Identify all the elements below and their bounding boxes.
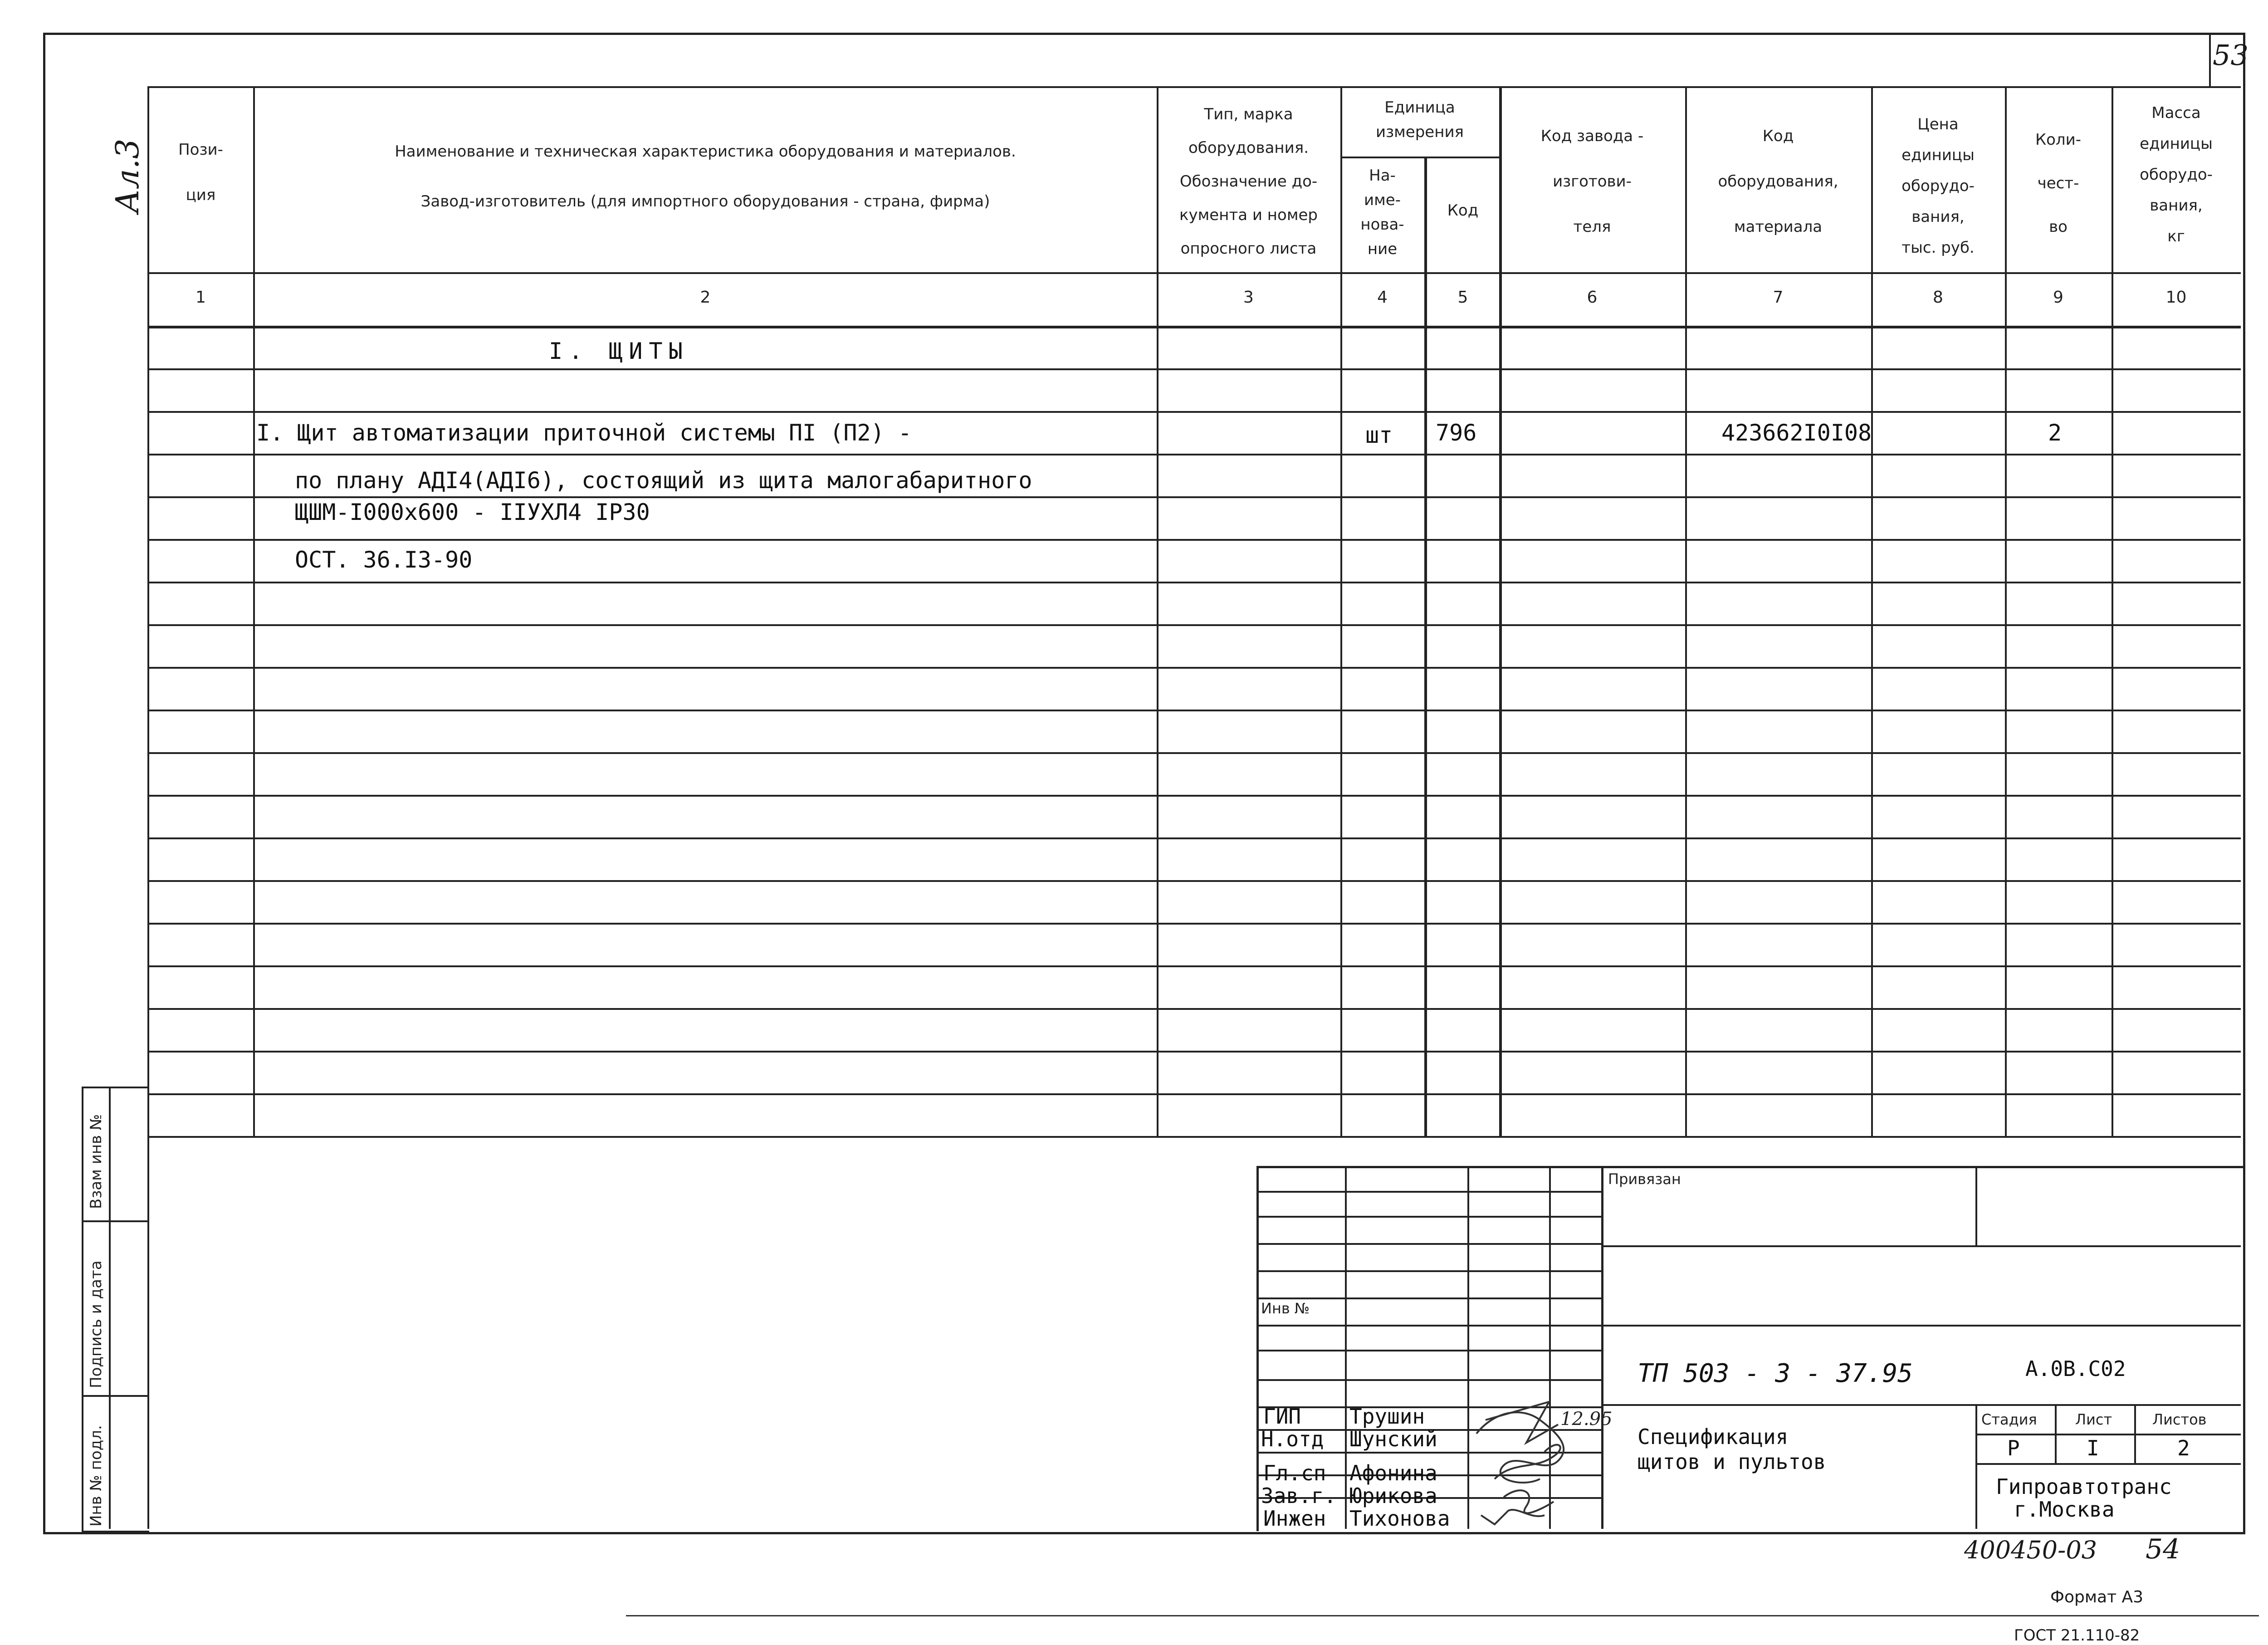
header-unit-name: На- име- нова- ние [1360, 166, 1404, 258]
tb-line-below-code [1601, 1404, 2241, 1406]
side-stamp-line-1 [82, 1220, 147, 1222]
col-line-1 [253, 86, 255, 1136]
gost-label: ГОСТ 21.110-82 [2014, 1626, 2140, 1645]
colnum-8: 8 [1933, 288, 1943, 307]
colnum-2: 2 [700, 288, 711, 307]
colnum-5: 5 [1457, 288, 1468, 307]
tb-grid-row-line [1256, 1243, 1601, 1245]
table-row-line [147, 795, 2241, 797]
col-line-2 [1157, 86, 1158, 1136]
tb-org-line1: Гипроавтотранс [1996, 1474, 2172, 1499]
header-equip-code: Код оборудования, материала [1718, 127, 1838, 236]
item-unit-name: шт [1365, 422, 1393, 448]
side-label-podpis: Подпись и дата [87, 1260, 105, 1388]
colnum-7: 7 [1773, 288, 1784, 307]
table-row-line [147, 454, 2241, 455]
item-quantity: 2 [2048, 420, 2062, 446]
side-label-vzam: Взам инв № [87, 1114, 105, 1209]
tb-sheet-label: Лист [2075, 1411, 2112, 1428]
item-unit-code: 796 [1436, 420, 1477, 446]
col-line-8 [2005, 86, 2007, 1136]
tb-stage-col-2 [2134, 1404, 2136, 1463]
item-line-3: ЩШМ-I000х600 - IIУХЛ4 IР30 [295, 499, 650, 525]
signer-name-4: Юрикова [1349, 1483, 1437, 1508]
table-row-line [147, 752, 2241, 754]
signer-name-2: Шунский [1349, 1427, 1437, 1451]
tb-stage-value: Р [2007, 1436, 2020, 1460]
table-row-line [147, 1093, 2241, 1095]
table-row-line [147, 411, 2241, 413]
tb-grid-row-line [1256, 1191, 1601, 1193]
tb-org-line2: г.Москва [2014, 1497, 2115, 1522]
header-name-line2: Завод-изготовитель (для импортного оборудования - страна, фирма) [420, 192, 990, 211]
table-row-line [147, 880, 2241, 882]
tb-sheets-value: 2 [2177, 1436, 2190, 1460]
header-quantity: Коли- чест- во [2035, 131, 2082, 236]
format-label: Формат А3 [2050, 1588, 2144, 1606]
signer-role-2: Н.отд [1261, 1427, 1324, 1451]
table-row-line [147, 368, 2241, 370]
header-unit-code: Код [1447, 201, 1479, 220]
page-number-top: 53 [2213, 39, 2248, 72]
header-unit-group: Единица измерения [1375, 98, 1464, 141]
tb-line-privyazan [1601, 1245, 2241, 1247]
colnum-4: 4 [1377, 288, 1388, 307]
colnum-3: 3 [1243, 288, 1254, 307]
tb-grid-row-line [1256, 1297, 1601, 1299]
tb-privyazan-label: Привязан [1608, 1170, 1681, 1188]
col-line-6 [1685, 86, 1687, 1136]
table-row-line [147, 496, 2241, 498]
signer-role-4: Зав.г. [1261, 1483, 1337, 1508]
table-row-line [147, 965, 2241, 967]
colnum-9: 9 [2053, 288, 2063, 307]
col-line-3 [1340, 86, 1342, 1136]
col-line-4 [1424, 157, 1427, 1136]
header-type: Тип, марка оборудования. Обозначение до- кумента и номер опросного листа [1179, 105, 1318, 258]
signer-role-3: Гл.сп [1263, 1461, 1326, 1485]
tb-inv-no-label: Инв № [1261, 1300, 1310, 1317]
table-row-line [147, 667, 2241, 669]
signer-name-5: Тихонова [1349, 1506, 1450, 1531]
tb-stage-label: Стадия [1981, 1411, 2037, 1428]
table-row-line [147, 837, 2241, 839]
side-stamp-divider [109, 1087, 111, 1529]
tb-sheet-value: I [2087, 1436, 2099, 1460]
side-note: Ал.3 [109, 138, 146, 213]
table-row-line [147, 1008, 2241, 1010]
colnum-10: 10 [2165, 288, 2187, 307]
side-label-inv-podl: Инв № подл. [87, 1425, 105, 1527]
table-row-line [147, 539, 2241, 541]
table-row-line [147, 710, 2241, 711]
colnum-bottom-line [147, 326, 2241, 328]
signer-role-5: Инжен [1263, 1506, 1326, 1531]
tb-stage-line-2 [1975, 1463, 2241, 1465]
item-equip-code: 423662I0I08 [1721, 420, 1872, 446]
tb-title-line2: щитов и пультов [1637, 1449, 1826, 1474]
header-mass: Масса единицы оборудо- вания, кг [2140, 104, 2213, 245]
tb-line-above-code [1601, 1325, 2241, 1327]
tb-sheets-label: Листов [2152, 1411, 2207, 1428]
side-stamp-line-2 [82, 1395, 147, 1397]
header-price: Цена единицы оборудо- вания, тыс. руб. [1901, 115, 1975, 257]
tb-stage-split [1975, 1404, 1977, 1529]
col-line-9 [2112, 86, 2113, 1136]
col-line-7 [1871, 86, 1873, 1136]
tb-grid-row-line [1256, 1325, 1601, 1327]
item-line-2: по плану АДI4(АДI6), состоящий из щита малогабаритного [295, 467, 1032, 494]
tb-stage-col-1 [2055, 1404, 2057, 1463]
colnum-6: 6 [1587, 288, 1598, 307]
table-row-line [147, 1136, 2241, 1138]
tb-grid-row-line [1256, 1379, 1601, 1381]
table-row-line [147, 1051, 2241, 1053]
header-bottom-line [147, 272, 2241, 274]
bottom-rule [626, 1615, 2259, 1616]
tb-grid-row-line [1256, 1216, 1601, 1218]
item-line-1: I. Щит автоматизации приточной системы ПI (П2) - [256, 420, 912, 446]
table-row-line [147, 624, 2241, 626]
bottom-page: 54 [2146, 1533, 2180, 1565]
header-position: Пози- ция [178, 141, 223, 204]
tb-grid-row-line [1256, 1350, 1601, 1351]
signer-name-3: Афонина [1349, 1461, 1437, 1485]
tb-grid-row-line [1256, 1270, 1601, 1272]
tb-stage-line-1 [1975, 1434, 2241, 1435]
colnum-1: 1 [196, 288, 206, 307]
form-top-border [147, 86, 2241, 88]
table-row-line [147, 923, 2241, 925]
signer-name-1: Трушин [1349, 1404, 1425, 1429]
table-row-line [147, 582, 2241, 583]
tb-title-line1: Спецификация [1637, 1425, 1789, 1449]
header-name-line1: Наименование и техническая характеристика оборудования и материалов. [395, 142, 1016, 161]
header-factory-code: Код завода - изготови- теля [1540, 127, 1644, 236]
tb-doc-mark: А.0В.С02 [2025, 1356, 2126, 1381]
section-title: I. ЩИТЫ [549, 338, 689, 364]
item-line-4: ОСТ. 36.I3-90 [295, 547, 473, 573]
sign-date: 12.95 [1560, 1409, 1613, 1430]
tb-doc-code: ТП 503 - 3 - 37.95 [1637, 1359, 1913, 1388]
tb-privyazan-split [1975, 1166, 1977, 1245]
signer-role-1: ГИП [1263, 1404, 1301, 1429]
bottom-code: 400450-03 [1964, 1536, 2097, 1564]
signatures [1467, 1393, 1603, 1529]
unit-group-line [1340, 157, 1499, 158]
